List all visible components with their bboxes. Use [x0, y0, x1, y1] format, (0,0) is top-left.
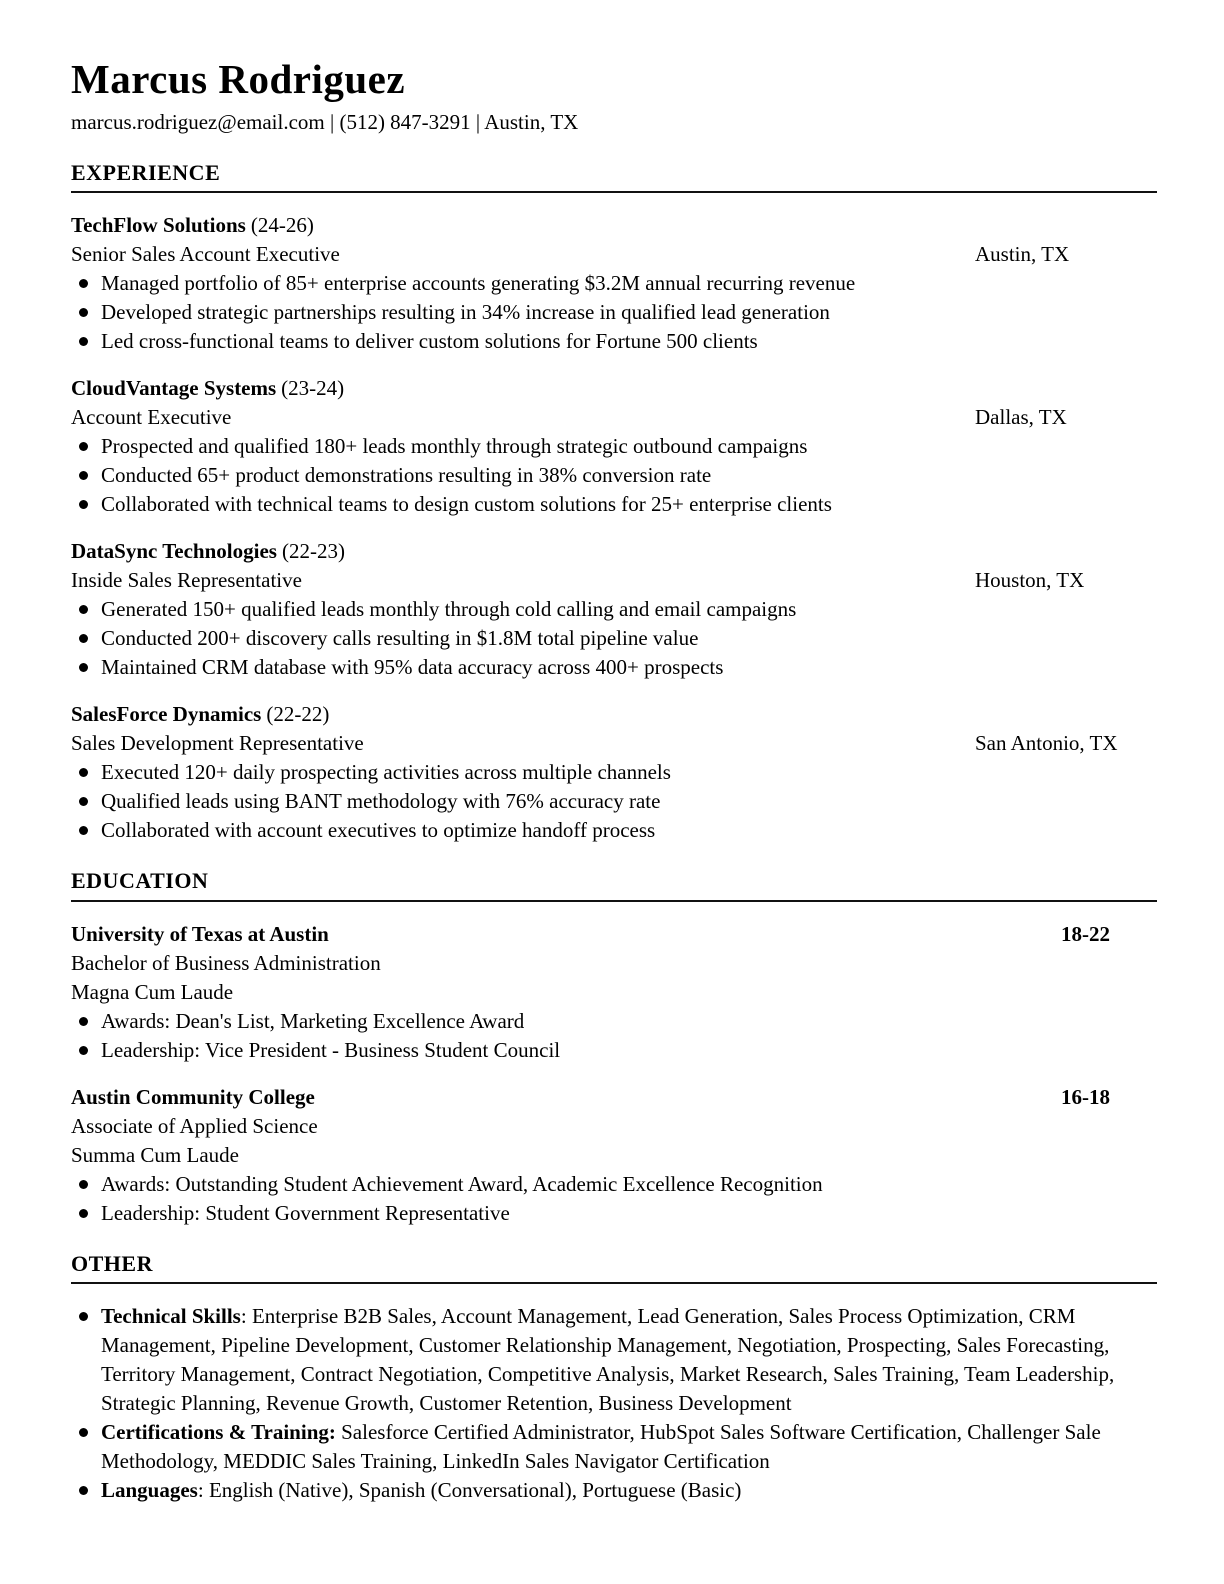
school-degree: Associate of Applied Science	[71, 1113, 318, 1138]
bullet-text: Leadership: Vice President - Business Student Council	[101, 1037, 561, 1062]
job-heading	[71, 211, 1157, 240]
bullet-text	[101, 1418, 1157, 1476]
school-entry	[71, 920, 1157, 1065]
experience-section	[71, 161, 1157, 845]
experience-section-title: EXPERIENCE	[71, 161, 1157, 193]
job-location: San Antonio, TX	[975, 731, 1118, 756]
school-name: University of Texas at Austin	[71, 921, 329, 946]
bullet-item	[71, 624, 1157, 653]
other-section	[71, 1252, 1157, 1505]
contact-info: marcus.rodriguez@email.com | (512) 847-3291 | Austin, TX	[71, 110, 579, 135]
school-entry	[71, 1083, 1157, 1228]
bullet-item	[71, 1476, 1157, 1505]
job-entry	[71, 211, 1157, 356]
bullet-text	[101, 1476, 1157, 1505]
job-subheading	[71, 240, 1157, 269]
bullet-item	[71, 269, 1157, 298]
bullet-item	[71, 1302, 1157, 1418]
bullet-icon	[79, 1209, 88, 1218]
job-subheading	[71, 403, 1157, 432]
bullet-text: Conducted 200+ discovery calls resulting in $1.8M total pipeline value	[101, 626, 699, 651]
other-item-label: Technical Skills	[101, 1303, 241, 1328]
job-dates: (23-24)	[281, 376, 345, 401]
resume-page	[71, 54, 1157, 1505]
job-bullet-list	[71, 269, 1157, 356]
bullet-item	[71, 758, 1157, 787]
bullet-item	[71, 1036, 1157, 1065]
job-entry	[71, 537, 1157, 682]
other-item-label: Languages	[101, 1477, 198, 1502]
bullet-text: Prospected and qualified 180+ leads monthly through strategic outbound campaigns	[101, 434, 808, 459]
bullet-item	[71, 816, 1157, 845]
bullet-text: Collaborated with technical teams to design custom solutions for 25+ enterprise clients	[101, 492, 832, 517]
other-entry	[71, 1302, 1157, 1505]
bullet-text: Managed portfolio of 85+ enterprise accounts generating $3.2M annual recurring revenue	[101, 271, 856, 296]
bullet-item	[71, 432, 1157, 461]
job-subheading	[71, 566, 1157, 595]
job-role: Senior Sales Account Executive	[71, 242, 340, 267]
bullet-icon	[79, 1180, 88, 1189]
job-bullet-list	[71, 758, 1157, 845]
job-heading	[71, 700, 1157, 729]
school-honors: Summa Cum Laude	[71, 1142, 239, 1167]
other-item-label: Certifications & Training:	[101, 1419, 336, 1444]
school-degree: Bachelor of Business Administration	[71, 950, 381, 975]
job-bullet-list	[71, 595, 1157, 682]
bullet-icon	[79, 1486, 88, 1495]
other-item-value: : English (Native), Spanish (Conversational), Portuguese (Basic)	[197, 1477, 742, 1502]
bullet-item	[71, 298, 1157, 327]
school-bullet-list	[71, 1007, 1157, 1065]
bullet-icon	[79, 337, 88, 346]
school-dates: 16-18	[1061, 1084, 1110, 1109]
job-heading	[71, 537, 1157, 566]
bullet-item	[71, 1418, 1157, 1476]
bullet-icon	[79, 442, 88, 451]
bullet-item	[71, 1199, 1157, 1228]
bullet-icon	[79, 308, 88, 317]
bullet-text: Awards: Dean's List, Marketing Excellence Award	[101, 1008, 525, 1033]
bullet-text: Maintained CRM database with 95% data accuracy across 400+ prospects	[101, 655, 724, 680]
job-location: Houston, TX	[975, 568, 1085, 593]
bullet-item	[71, 595, 1157, 624]
bullet-item	[71, 653, 1157, 682]
bullet-icon	[79, 1046, 88, 1055]
school-name: Austin Community College	[71, 1084, 315, 1109]
job-role: Sales Development Representative	[71, 731, 364, 756]
bullet-item	[71, 490, 1157, 519]
bullet-text: Awards: Outstanding Student Achievement Award, Academic Excellence Recognition	[101, 1171, 823, 1196]
job-dates: (24-26)	[250, 213, 314, 238]
job-role: Account Executive	[71, 405, 232, 430]
other-item-value: : Enterprise B2B Sales, Account Management, Lead Generation, Sales Process Optimization, CRM Management, Pipeline Development, Customer Relationship Management, Negotiation, Prospecting, Sales Forecasting, Territory Management, Contract Negotiation, Competitive Analysis, Market Research, Sales Training, Team Leadership, Strategic Planning, Revenue Growth, Customer Retention, Business Development	[101, 1303, 1115, 1415]
job-heading	[71, 374, 1157, 403]
school-heading	[71, 920, 1157, 949]
bullet-item	[71, 1170, 1157, 1199]
bullet-icon	[79, 797, 88, 806]
bullet-icon	[79, 768, 88, 777]
company-name: DataSync Technologies	[71, 539, 277, 564]
bullet-icon	[79, 1017, 88, 1026]
bullet-text: Developed strategic partnerships resulting in 34% increase in qualified lead generation	[101, 300, 830, 325]
bullet-icon	[79, 826, 88, 835]
bullet-item	[71, 327, 1157, 356]
job-location: Dallas, TX	[975, 405, 1067, 430]
bullet-item	[71, 1007, 1157, 1036]
bullet-text: Generated 150+ qualified leads monthly through cold calling and email campaigns	[101, 597, 797, 622]
bullet-item	[71, 787, 1157, 816]
bullet-icon	[79, 1428, 88, 1437]
company-name: SalesForce Dynamics	[71, 702, 262, 727]
job-bullet-list	[71, 432, 1157, 519]
education-section	[71, 869, 1157, 1227]
job-entry	[71, 374, 1157, 519]
school-honors: Magna Cum Laude	[71, 979, 234, 1004]
bullet-icon	[79, 471, 88, 480]
bullet-item	[71, 461, 1157, 490]
job-dates: (22-23)	[281, 539, 345, 564]
bullet-icon	[79, 605, 88, 614]
company-name: CloudVantage Systems	[71, 376, 277, 401]
bullet-text: Qualified leads using BANT methodology with 76% accuracy rate	[101, 789, 661, 814]
bullet-text: Executed 120+ daily prospecting activities across multiple channels	[101, 760, 671, 785]
bullet-icon	[79, 279, 88, 288]
other-item-value: Salesforce Certified Administrator, HubSpot Sales Software Certification, Challenger Sale Methodology, MEDDIC Sales Training, LinkedIn Sales Navigator Certification	[101, 1419, 1101, 1473]
job-location: Austin, TX	[975, 242, 1070, 267]
school-heading	[71, 1083, 1157, 1112]
bullet-icon	[79, 1312, 88, 1321]
school-dates: 18-22	[1061, 921, 1110, 946]
bullet-text: Conducted 65+ product demonstrations resulting in 38% conversion rate	[101, 463, 712, 488]
bullet-icon	[79, 500, 88, 509]
bullet-text	[101, 1302, 1157, 1418]
job-dates: (22-22)	[266, 702, 330, 727]
other-section-title: OTHER	[71, 1252, 1157, 1284]
school-bullet-list	[71, 1170, 1157, 1228]
job-entry	[71, 700, 1157, 845]
candidate-name: Marcus Rodriguez	[71, 56, 406, 102]
bullet-icon	[79, 634, 88, 643]
bullet-icon	[79, 663, 88, 672]
bullet-text: Leadership: Student Government Representative	[101, 1200, 510, 1225]
company-name: TechFlow Solutions	[71, 213, 246, 238]
bullet-text: Collaborated with account executives to optimize handoff process	[101, 818, 656, 843]
job-subheading	[71, 729, 1157, 758]
job-role: Inside Sales Representative	[71, 568, 302, 593]
bullet-text: Led cross-functional teams to deliver custom solutions for Fortune 500 clients	[101, 329, 758, 354]
education-section-title: EDUCATION	[71, 869, 1157, 901]
other-bullet-list	[71, 1302, 1157, 1505]
